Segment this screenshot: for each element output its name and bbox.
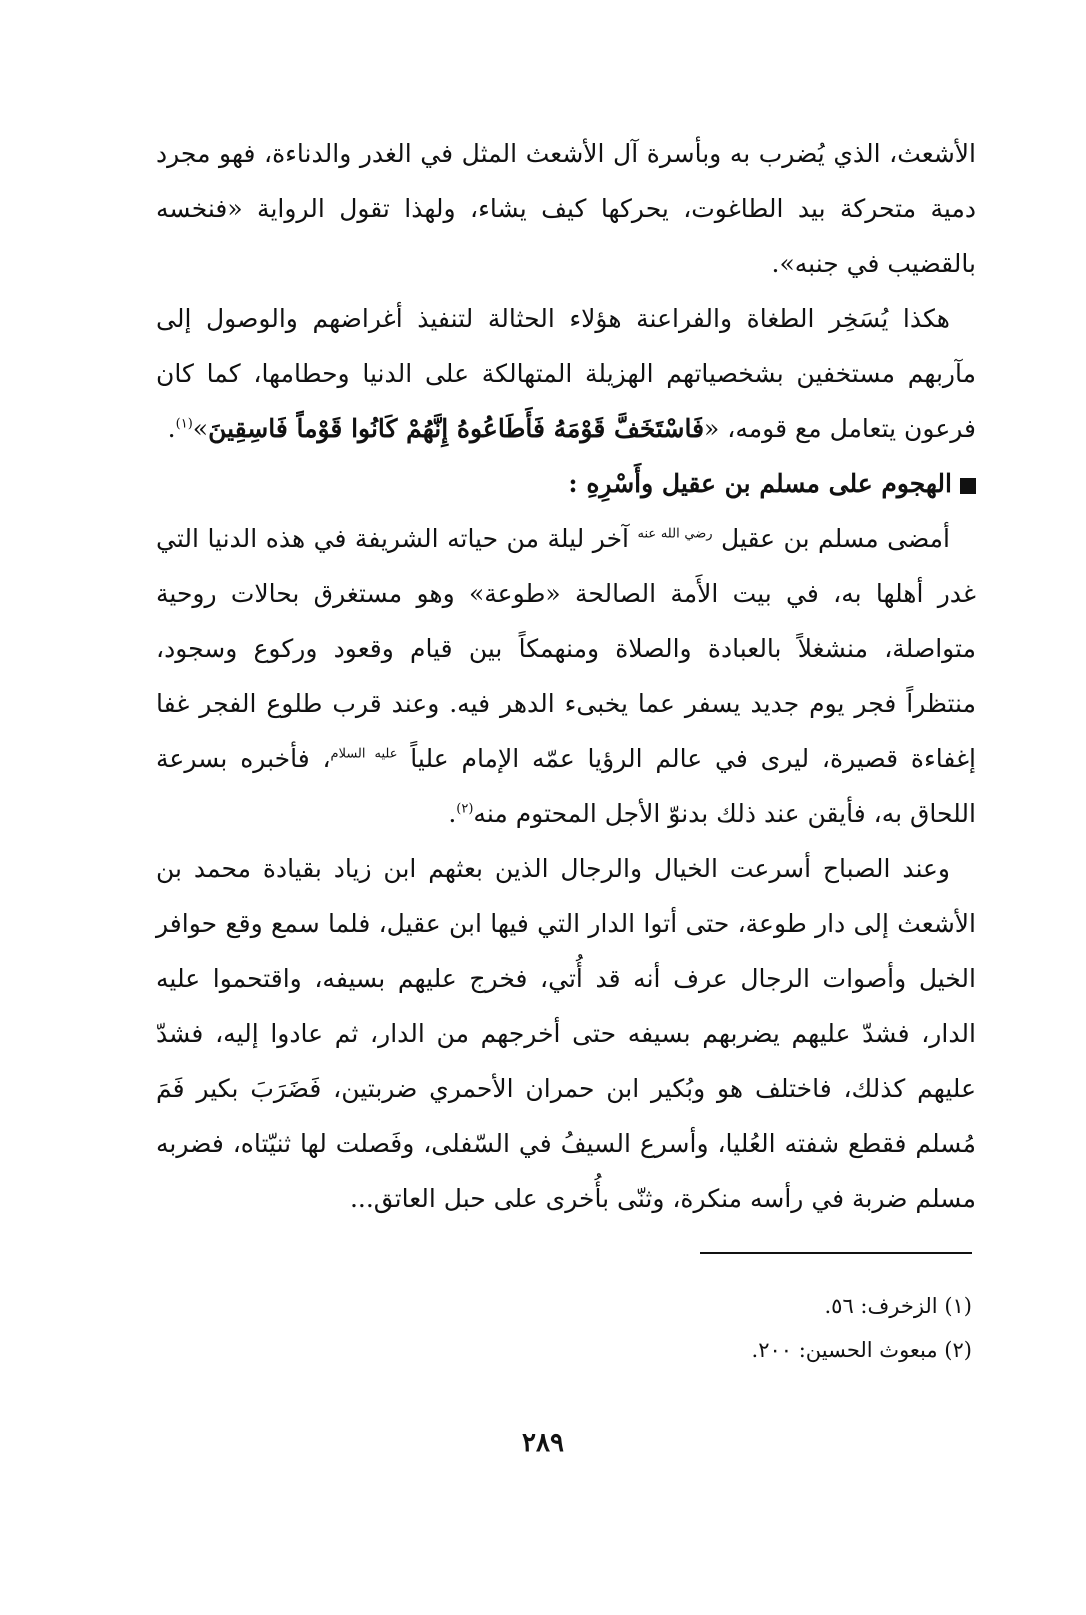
main-text bbox=[156, 126, 976, 1226]
footnote-2: (٢) مبعوث الحسين: ٢٠٠. bbox=[751, 1338, 972, 1362]
paragraph-1: الأشعث، الذي يُضرب به وبأسرة آل الأشعث المثل في الغدر والدناءة، فهو مجرد دمية متحركة بيد الطاغوت، يحركها كيف يشاء، ولهذا تقول الرواية «فنخسه بالقضيب في جنبه». bbox=[156, 139, 976, 278]
quote-close: » bbox=[192, 414, 209, 443]
paragraph-2-end: . bbox=[167, 414, 176, 443]
paragraph-3-end: . bbox=[448, 799, 457, 828]
paragraph-2-text: هكذا يُسَخِر الطغاة والفراعنة هؤلاء الحثالة لتنفيذ أغراضهم والوصول إلى مآربهم مستخفين بشخصياتهم الهزيلة المتهالكة على الدنيا وحطامها، كما كان فرعون يتعامل مع قومه، « bbox=[156, 304, 976, 443]
paragraph-3-b: آخر ليلة من حياته الشريفة في هذه الدنيا التي غدر أهلها به، في بيت الأَمة الصالحة «طوعة» وهو مستغرق بحالات روحية متواصلة، منشغلاً بالعبادة والصلاة ومنهمكاً بين قيام وقعود وركوع وسجود، منتظراً فجر يوم جديد يسفر عما يخبىء الدهر فيه. وعند قرب طلوع الفجر غفا إغفاءة قصيرة، ليرى في عالم الرؤيا عمّه الإمام علياً bbox=[156, 524, 977, 773]
paragraph-3 bbox=[156, 511, 976, 841]
quran-verse: فَاسْتَخَفَّ قَوْمَهُ فَأَطَاعُوهُ إِنَّهُمْ كَانُوا قَوْماً فَاسِقِينَ bbox=[208, 414, 705, 443]
footnote-divider bbox=[700, 1252, 972, 1254]
page-number: ٢٨٩ bbox=[522, 1428, 564, 1458]
paragraph-4: وعند الصباح أسرعت الخيال والرجال الذين بعثهم ابن زياد بقيادة محمد بن الأشعث إلى دار طوعة، حتى أتوا الدار التي فيها ابن عقيل، فلما سمع وقع حوافر الخيل وأصوات الرجال عرف أنه قد أُتي، فخرج عليهم بسيفه، واقتحموا عليه الدار، فشدّ عليهم يضربهم بسيفه حتى أخرجهم من الدار، ثم عادوا إليه، فشدّ عليهم كذلك، فاختلف هو وبُكير ابن حمران الأحمري ضربتين، فَضَرَبَ بكير فَمَ مُسلم فقطع شفته العُليا، وأسرع السيفُ في السّفلى، وفَصلت لها ثنيّتاه، فضربه مسلم ضربة في رأسه منكرة، وثنّى بأُخرى على حبل العاتق... bbox=[156, 854, 976, 1213]
square-bullet-icon bbox=[960, 478, 976, 494]
footnote-marker-1[interactable]: (١) bbox=[175, 416, 193, 432]
paragraph-2 bbox=[156, 291, 976, 456]
footnote-marker-2[interactable]: (٢) bbox=[456, 801, 474, 817]
paragraph-3-a: أمضى مسلم بن عقيل bbox=[721, 524, 950, 553]
section-heading bbox=[156, 456, 976, 511]
footnote-1: (١) الزخرف: ٥٦. bbox=[824, 1294, 972, 1318]
footnotes bbox=[560, 1284, 972, 1372]
salutation-icon: رضي الله عنه bbox=[637, 526, 713, 542]
salutation-icon: عليه السلام bbox=[330, 746, 398, 762]
section-heading-text: الهجوم على مسلم بن عقيل وأَسْرِهِ : bbox=[568, 469, 952, 498]
paragraph-3-c: ، فأخبره بسرعة اللحاق به، فأيقن عند ذلك بدنوّ الأجل المحتوم منه bbox=[156, 744, 976, 828]
